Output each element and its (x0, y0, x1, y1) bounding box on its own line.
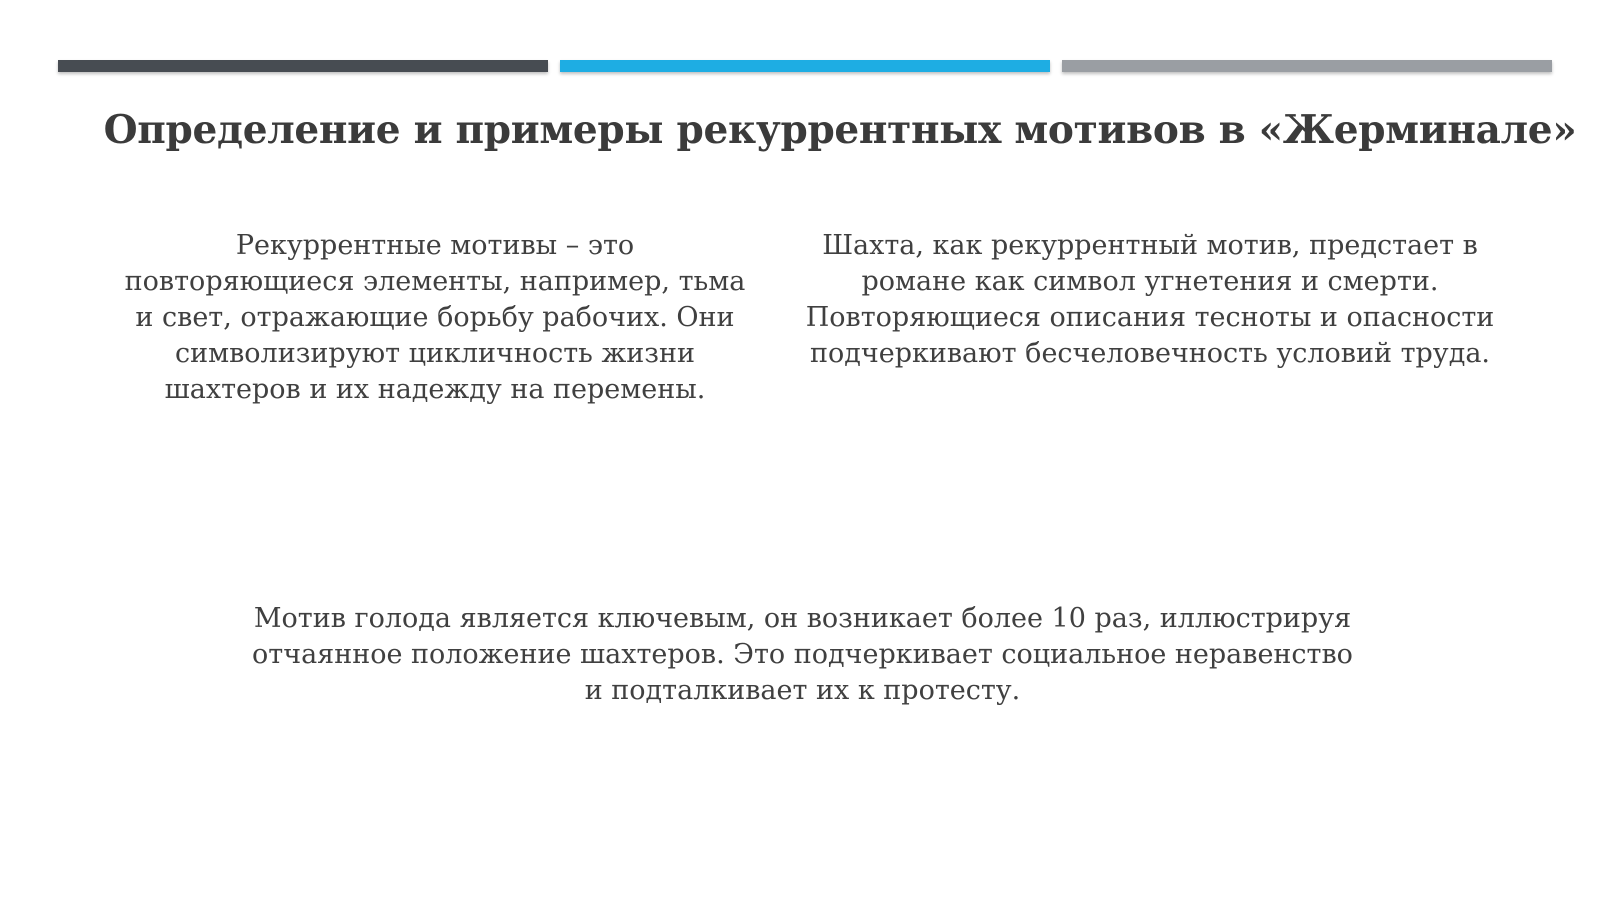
header-bar-dark (58, 60, 548, 72)
text-block-left: Рекуррентные мотивы – это повторяющиеся элементы, например, тьма и свет, отражающие борьбу рабочих. Они символизируют цикличность жизни шахтеров и их надежду на перемены. (124, 230, 746, 405)
header-bar-grey (1062, 60, 1552, 72)
header-bar-blue (560, 60, 1050, 72)
text-block-bottom: Мотив голода является ключевым, он возникает более 10 раз, иллюстрируя отчаянное положение шахтеров. Это подчеркивает социальное неравенство и подталкивает их к протесту. (252, 603, 1353, 706)
slide-title: Определение и примеры рекуррентных мотивов в «Жерминале» (103, 107, 1577, 153)
text-block-right: Шахта, как рекуррентный мотив, предстает в романе как символ угнетения и смерти. Повторяющиеся описания тесноты и опасности подчеркивают бесчеловечность условий труда. (805, 230, 1495, 369)
